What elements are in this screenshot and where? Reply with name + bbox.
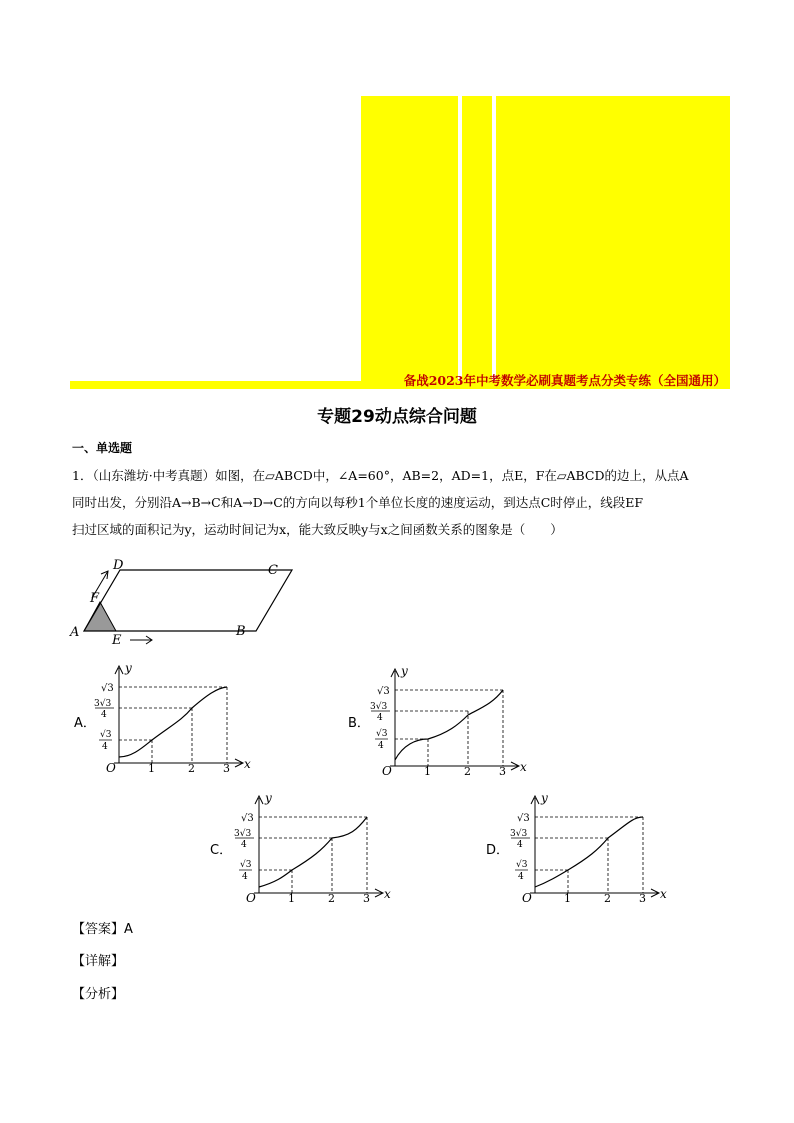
y-tick-3sqrt3-den: 4	[517, 840, 523, 850]
label-f: F	[90, 591, 100, 606]
y-tick-3sqrt3-den: 4	[101, 710, 107, 720]
label-d: D	[113, 558, 124, 573]
function-curve	[259, 817, 367, 887]
y-tick-sqrt3-den: 4	[518, 872, 524, 882]
y-tick-3sqrt3-num: 3√3	[94, 699, 112, 709]
option-c-label: C．	[210, 843, 233, 858]
option-b-label: B．	[348, 716, 370, 731]
option-a-graph	[92, 660, 257, 776]
y-tick-sqrt3-num: √3	[100, 730, 112, 740]
function-curve	[395, 690, 503, 760]
tick-label: 3	[363, 892, 370, 902]
tick-label: 2	[464, 765, 471, 775]
tick-label: 3	[223, 762, 230, 772]
y-tick-sqrt3-num: √3	[376, 729, 388, 739]
y-tick-sqrt3: √3	[517, 813, 530, 824]
origin-label: O	[522, 891, 532, 902]
y-tick-sqrt3-num: √3	[516, 860, 528, 870]
parallelogram-shape	[84, 570, 292, 631]
tick-label: 3	[499, 765, 506, 775]
y-tick-3sqrt3-den: 4	[241, 840, 247, 850]
y-tick-3sqrt3-den: 4	[377, 713, 383, 723]
tick-label: 3	[639, 892, 646, 902]
y-tick-sqrt3-den: 4	[102, 742, 108, 752]
y-tick-sqrt3: √3	[101, 683, 114, 694]
option-b-graph	[368, 663, 533, 779]
question-line: 扫过区域的面积记为y，运动时间记为x，能大致反映y与x之间函数关系的图象是（ ）	[72, 522, 563, 537]
y-axis-label: y	[265, 791, 272, 805]
x-axis-label: x	[660, 887, 667, 901]
question-line: 同时出发，分别沿A→B→C和A→D→C的方向以每秒1个单位长度的速度运动，到达点C时停止，线段EF	[72, 495, 644, 510]
banner-white-panel	[70, 96, 359, 381]
y-axis-label: y	[125, 661, 132, 675]
label-a: A	[70, 625, 80, 640]
option-d-label: D．	[486, 843, 510, 858]
x-axis-label: x	[384, 887, 391, 901]
y-axis-label: y	[401, 664, 408, 678]
header-banner	[70, 96, 730, 389]
banner-title: 备战2023年中考数学必刷真题考点分类专练（全国通用）	[403, 373, 726, 388]
tick-label: 2	[328, 892, 335, 902]
origin-label: O	[246, 891, 256, 902]
y-tick-sqrt3: √3	[241, 813, 254, 824]
detail-heading: 【详解】	[72, 954, 125, 969]
y-tick-sqrt3: √3	[377, 686, 390, 697]
y-axis-label: y	[541, 791, 548, 805]
label-c: C	[268, 563, 278, 578]
section-heading: 一、单选题	[72, 441, 133, 455]
y-tick-3sqrt3-num: 3√3	[370, 702, 388, 712]
banner-yellow-block	[496, 96, 730, 381]
tick-label: 2	[188, 762, 195, 772]
question-line: 1．（山东潍坊·中考真题）如图，在▱ABCD中，∠A=60°，AB=2，AD=1，点E，F在▱ABCD的边上，从点A	[72, 468, 689, 483]
page-title: 专题29动点综合问题	[317, 407, 477, 427]
option-c-graph	[232, 790, 397, 906]
y-tick-sqrt3-den: 4	[378, 741, 384, 751]
y-tick-3sqrt3-num: 3√3	[510, 829, 528, 839]
option-a-label: A．	[74, 716, 96, 731]
y-tick-3sqrt3-num: 3√3	[234, 829, 252, 839]
origin-label: O	[106, 761, 116, 772]
analysis-heading: 【分析】	[72, 987, 125, 1002]
tick-label: 1	[148, 762, 155, 772]
question-text	[72, 462, 732, 543]
shaded-triangle	[84, 602, 116, 631]
label-b: B	[236, 624, 246, 639]
tick-label: 1	[564, 892, 571, 902]
tick-label: 2	[604, 892, 611, 902]
origin-label: O	[382, 764, 392, 775]
banner-yellow-block	[361, 96, 458, 381]
y-tick-sqrt3-num: √3	[240, 860, 252, 870]
y-tick-sqrt3-den: 4	[242, 872, 248, 882]
parallelogram-figure	[62, 556, 302, 651]
function-curve	[535, 817, 643, 887]
tick-label: 1	[424, 765, 431, 775]
x-axis-label: x	[520, 760, 527, 774]
option-d-graph	[508, 790, 673, 906]
x-axis-label: x	[244, 757, 251, 771]
banner-yellow-block	[462, 96, 492, 381]
tick-label: 1	[288, 892, 295, 902]
answer-line: 【答案】A	[72, 922, 133, 937]
label-e: E	[112, 633, 122, 648]
function-curve	[119, 687, 227, 757]
